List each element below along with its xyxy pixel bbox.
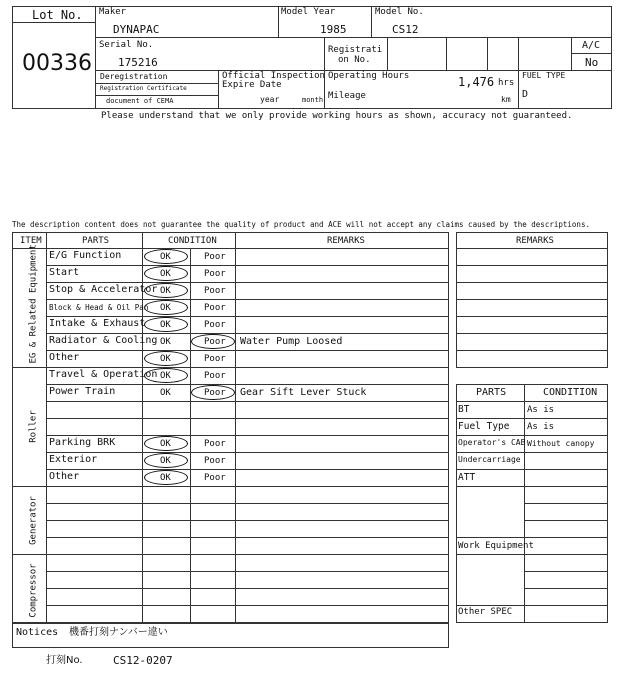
- ac-label: A/C: [582, 40, 601, 51]
- month-label: month: [302, 96, 324, 104]
- remarks-header: REMARKS: [327, 236, 365, 246]
- right-condition-value: As is: [527, 405, 555, 415]
- ok-selected-circle: [144, 368, 188, 383]
- fuel-type-label: FUEL TYPE: [522, 71, 566, 80]
- part-label: Other: [49, 471, 80, 482]
- ac-value: No: [585, 56, 599, 69]
- part-label: E/G Function: [49, 250, 122, 261]
- condition-poor: Poor: [204, 337, 226, 347]
- part-label: Stop & Accelerator: [49, 284, 158, 295]
- remark-text: Gear Sift Lever Stuck: [240, 387, 367, 398]
- right-part-label: Fuel Type: [458, 421, 510, 432]
- stamp-value: CS12-0207: [113, 654, 173, 667]
- hrs-unit: hrs: [498, 78, 515, 88]
- item-header: ITEM: [20, 236, 42, 246]
- condition-poor: Poor: [204, 252, 226, 262]
- part-label: Travel & Operation: [49, 369, 158, 380]
- condition-poor: Poor: [204, 388, 226, 398]
- condition-ok: OK: [160, 252, 171, 262]
- right-remarks-header: REMARKS: [516, 236, 554, 246]
- part-label: Start: [49, 267, 80, 278]
- model-year: 1985: [320, 23, 347, 36]
- part-label: Radiator & Cooling: [49, 335, 158, 346]
- group-compressor-label: Compressor: [28, 563, 39, 618]
- ok-selected-circle: [144, 283, 188, 298]
- condition-ok: OK: [160, 371, 171, 381]
- condition-ok: OK: [160, 354, 171, 364]
- maker: DYNAPAC: [113, 23, 160, 36]
- model-year-label: Model Year: [281, 7, 336, 17]
- condition-ok: OK: [160, 269, 171, 279]
- right-condition-value: As is: [527, 422, 555, 432]
- right-part-label: Undercarriage: [458, 455, 521, 464]
- part-label: Intake & Exhaust: [49, 318, 146, 329]
- lot-no: 00336: [22, 51, 92, 76]
- notices-label: Notices: [16, 627, 59, 638]
- condition-ok: OK: [160, 456, 171, 466]
- part-label: Exterior: [49, 454, 98, 465]
- ok-selected-circle: [144, 351, 188, 366]
- serial: 175216: [118, 56, 158, 69]
- parts-header: PARTS: [82, 236, 110, 246]
- condition-poor: Poor: [204, 456, 226, 466]
- condition-poor: Poor: [204, 354, 226, 364]
- condition-poor: Poor: [204, 371, 226, 381]
- condition-poor: Poor: [204, 473, 226, 483]
- group-eg-label: EG & Related Equipment: [28, 244, 39, 364]
- condition-poor: Poor: [204, 320, 226, 330]
- registration-label-1: Registrati: [328, 45, 383, 55]
- poor-selected-circle: [191, 334, 235, 349]
- part-label: Block & Head & Oil Pan: [49, 303, 149, 312]
- cema-label: document of CEMA: [106, 97, 174, 105]
- notices-text: 機番打刻ナンバー違い: [69, 627, 168, 638]
- condition-ok: OK: [160, 320, 171, 330]
- part-label: Parking BRK: [49, 437, 116, 448]
- model-no-label: Model No.: [375, 7, 424, 17]
- inspection-label-2: Expire Date: [222, 80, 282, 90]
- ok-selected-circle: [144, 266, 188, 281]
- maker-label: Maker: [99, 7, 127, 17]
- remark-text: Water Pump Loosed: [240, 336, 343, 347]
- op-hours-label: Operating Hours: [328, 71, 410, 81]
- registration-label-2: on No.: [338, 55, 371, 65]
- stamp-label: 打刻No.: [46, 655, 83, 666]
- condition-poor: Poor: [204, 303, 226, 313]
- right-condition-header: CONDITION: [543, 387, 598, 398]
- serial-label: Serial No.: [99, 40, 154, 50]
- model-no: CS12: [392, 23, 419, 36]
- op-hours: 1,476: [458, 75, 495, 89]
- right-part-label: ATT: [458, 472, 476, 483]
- right-remarks-box: [456, 232, 608, 368]
- other-spec-label: Other SPEC: [458, 607, 513, 617]
- inspection-label-1: Official Inspection: [222, 71, 325, 81]
- year-label: year: [260, 95, 280, 104]
- condition-ok: OK: [160, 439, 171, 449]
- hours-note: Please understand that we only provide working hours as shown, accuracy not guaranteed.: [101, 111, 573, 121]
- ok-selected-circle: [144, 436, 188, 451]
- condition-ok: OK: [160, 286, 171, 296]
- poor-selected-circle: [191, 385, 235, 400]
- condition-poor: Poor: [204, 439, 226, 449]
- ok-selected-circle: [144, 470, 188, 485]
- right-part-label: BT: [458, 404, 470, 415]
- fuel-type: D: [522, 89, 529, 100]
- condition-header: CONDITION: [168, 236, 217, 246]
- ok-selected-circle: [144, 300, 188, 315]
- condition-ok: OK: [160, 388, 171, 398]
- disclaimer: The description content does not guarantee the quality of product and ACE will not accept any claims caused by the descriptions.: [12, 220, 590, 229]
- part-label: Other: [49, 352, 80, 363]
- reg-cert-label: Registration Certificate: [100, 85, 187, 92]
- condition-poor: Poor: [204, 269, 226, 279]
- work-equipment-label: Work Equipment: [458, 541, 534, 551]
- group-roller-label: Roller: [28, 410, 39, 443]
- right-part-label: Operator's CAB: [458, 438, 526, 447]
- right-condition-value: Without canopy: [527, 439, 595, 448]
- condition-poor: Poor: [204, 286, 226, 296]
- ok-selected-circle: [144, 249, 188, 264]
- group-generator-label: Generator: [28, 496, 39, 545]
- km-unit: km: [501, 95, 511, 104]
- mileage-label: Mileage: [328, 91, 366, 101]
- condition-ok: OK: [160, 303, 171, 313]
- part-label: Power Train: [49, 386, 116, 397]
- ok-selected-circle: [144, 453, 188, 468]
- condition-ok: OK: [160, 337, 171, 347]
- condition-ok: OK: [160, 473, 171, 483]
- lot-no-label: Lot No.: [32, 8, 83, 22]
- ok-selected-circle: [144, 317, 188, 332]
- right-parts-header: PARTS: [476, 387, 507, 398]
- dereg-label: Deregistration: [100, 72, 168, 81]
